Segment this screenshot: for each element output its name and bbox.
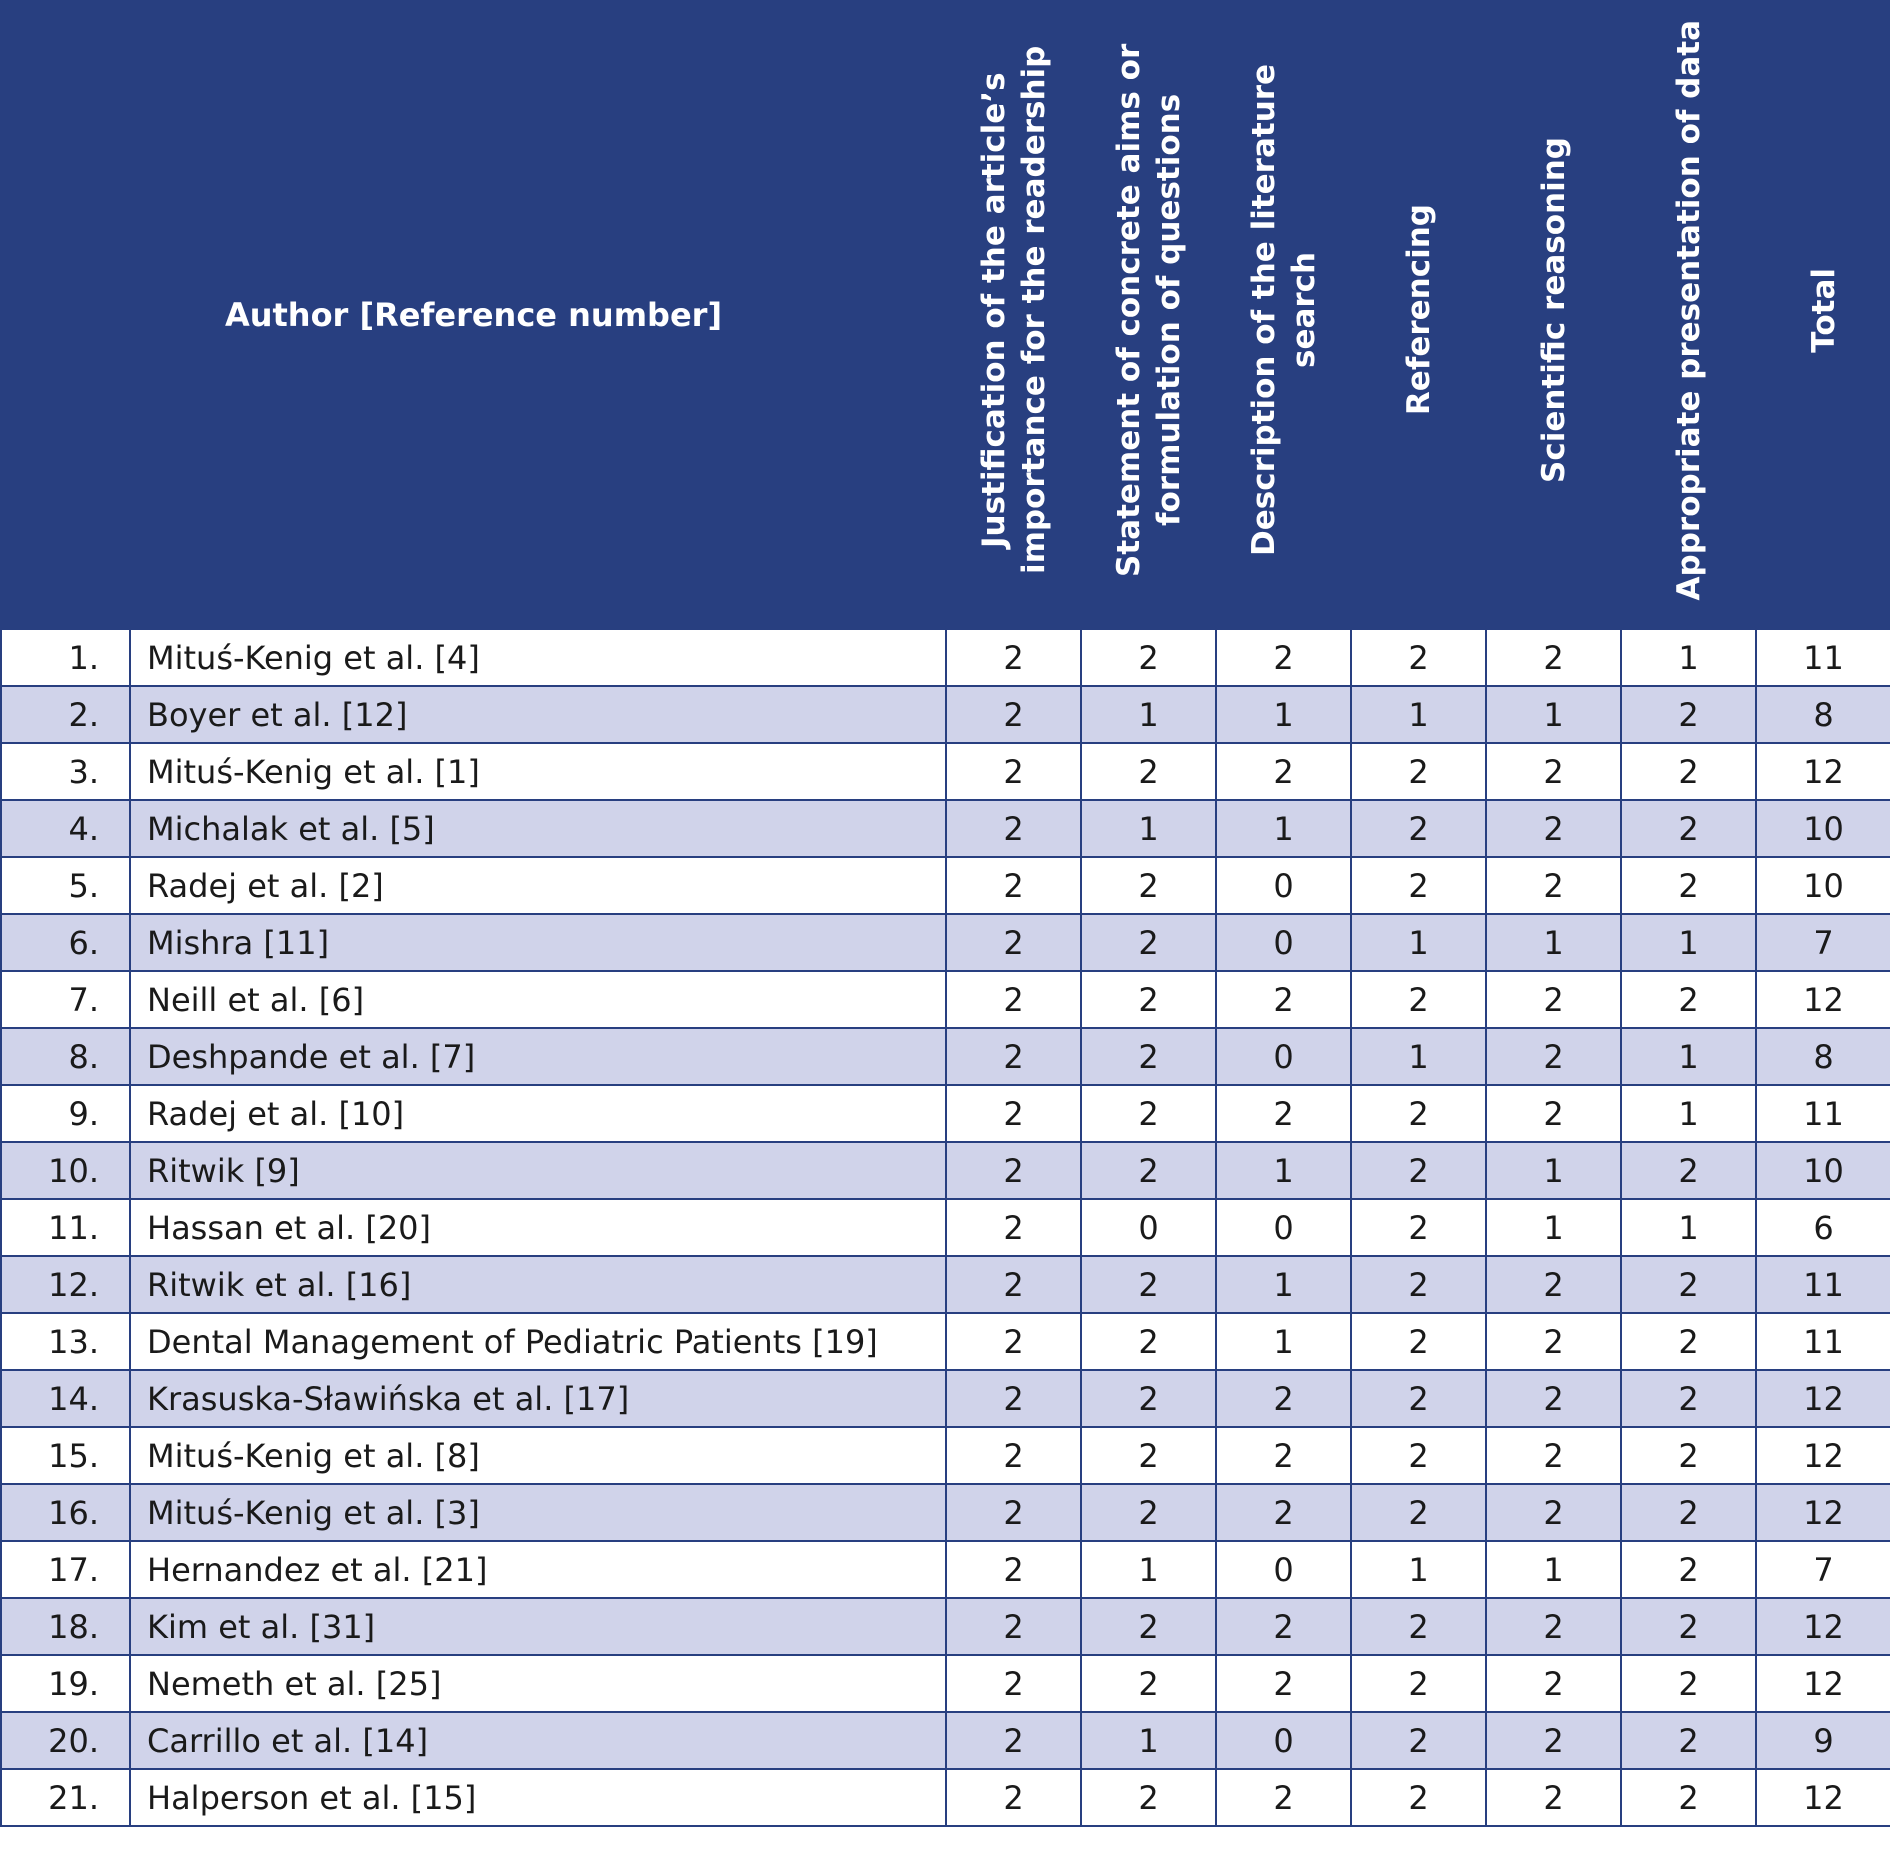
row-number: 21. bbox=[1, 1769, 130, 1826]
total-score-cell: 7 bbox=[1756, 914, 1890, 971]
score-cell: 2 bbox=[946, 914, 1081, 971]
score-cell: 2 bbox=[1486, 800, 1621, 857]
score-cell: 2 bbox=[946, 971, 1081, 1028]
score-cell: 2 bbox=[946, 1313, 1081, 1370]
total-score-cell: 11 bbox=[1756, 1313, 1890, 1370]
table-row bbox=[1, 743, 1890, 800]
total-column-header bbox=[1756, 1, 1890, 629]
score-cell: 2 bbox=[1621, 1655, 1756, 1712]
score-cell: 1 bbox=[1486, 1541, 1621, 1598]
score-cell: 0 bbox=[1216, 1199, 1351, 1256]
total-score-cell: 10 bbox=[1756, 1142, 1890, 1199]
score-cell: 2 bbox=[1351, 1769, 1486, 1826]
author-cell: Kim et al. [31] bbox=[130, 1598, 946, 1655]
score-cell: 2 bbox=[1216, 1655, 1351, 1712]
criterion-header-label: Justification of the article’s importance for the readership bbox=[975, 45, 1052, 575]
table-row bbox=[1, 1256, 1890, 1313]
score-cell: 1 bbox=[1081, 1541, 1216, 1598]
score-cell: 1 bbox=[1486, 1199, 1621, 1256]
author-cell: Ritwik et al. [16] bbox=[130, 1256, 946, 1313]
score-cell: 2 bbox=[946, 1370, 1081, 1427]
score-cell: 2 bbox=[1351, 1085, 1486, 1142]
score-cell: 2 bbox=[1486, 1484, 1621, 1541]
total-score-cell: 11 bbox=[1756, 1085, 1890, 1142]
row-number: 20. bbox=[1, 1712, 130, 1769]
criterion-header-aims bbox=[1081, 1, 1216, 629]
score-cell: 2 bbox=[1486, 1712, 1621, 1769]
row-number: 3. bbox=[1, 743, 130, 800]
score-cell: 2 bbox=[946, 1484, 1081, 1541]
score-cell: 2 bbox=[1351, 800, 1486, 857]
score-cell: 2 bbox=[1351, 1256, 1486, 1313]
score-cell: 2 bbox=[1216, 1085, 1351, 1142]
author-cell: Deshpande et al. [7] bbox=[130, 1028, 946, 1085]
score-cell: 2 bbox=[946, 1655, 1081, 1712]
table-row bbox=[1, 1313, 1890, 1370]
score-cell: 2 bbox=[1216, 971, 1351, 1028]
score-cell: 2 bbox=[1486, 1598, 1621, 1655]
score-cell: 2 bbox=[1351, 1712, 1486, 1769]
score-cell: 2 bbox=[1081, 971, 1216, 1028]
table-row bbox=[1, 1028, 1890, 1085]
author-cell: Michalak et al. [5] bbox=[130, 800, 946, 857]
score-cell: 1 bbox=[1621, 1028, 1756, 1085]
total-score-cell: 12 bbox=[1756, 1598, 1890, 1655]
score-cell: 1 bbox=[1081, 800, 1216, 857]
total-score-cell: 12 bbox=[1756, 971, 1890, 1028]
score-cell: 2 bbox=[946, 1256, 1081, 1313]
score-cell: 0 bbox=[1216, 1541, 1351, 1598]
score-cell: 2 bbox=[1486, 971, 1621, 1028]
score-cell: 2 bbox=[1621, 1541, 1756, 1598]
author-column-header: Author [Reference number] bbox=[1, 1, 946, 629]
criterion-header-label: Description of the literature search bbox=[1245, 63, 1322, 557]
row-number: 1. bbox=[1, 629, 130, 686]
criterion-header-literature-search bbox=[1216, 1, 1351, 629]
row-number: 18. bbox=[1, 1598, 130, 1655]
score-cell: 1 bbox=[1621, 1085, 1756, 1142]
total-score-cell: 12 bbox=[1756, 1370, 1890, 1427]
score-cell: 2 bbox=[1351, 1484, 1486, 1541]
table-row bbox=[1, 1541, 1890, 1598]
row-number: 12. bbox=[1, 1256, 130, 1313]
total-score-cell: 9 bbox=[1756, 1712, 1890, 1769]
author-cell: Boyer et al. [12] bbox=[130, 686, 946, 743]
score-cell: 2 bbox=[946, 1598, 1081, 1655]
score-cell: 2 bbox=[1351, 1313, 1486, 1370]
score-cell: 2 bbox=[1081, 914, 1216, 971]
author-cell: Dental Management of Pediatric Patients [19] bbox=[130, 1313, 946, 1370]
row-number: 14. bbox=[1, 1370, 130, 1427]
criterion-header-label: Statement of concrete aims or formulation of questions bbox=[1110, 43, 1187, 577]
score-cell: 2 bbox=[1216, 1598, 1351, 1655]
total-score-cell: 10 bbox=[1756, 800, 1890, 857]
score-cell: 2 bbox=[946, 1085, 1081, 1142]
score-cell: 2 bbox=[1351, 1370, 1486, 1427]
row-number: 11. bbox=[1, 1199, 130, 1256]
score-cell: 2 bbox=[1621, 1256, 1756, 1313]
score-cell: 2 bbox=[1621, 1598, 1756, 1655]
score-cell: 2 bbox=[946, 1199, 1081, 1256]
score-cell: 2 bbox=[1081, 1427, 1216, 1484]
total-score-cell: 11 bbox=[1756, 629, 1890, 686]
score-cell: 2 bbox=[1351, 743, 1486, 800]
author-cell: Mituś-Kenig et al. [1] bbox=[130, 743, 946, 800]
score-cell: 2 bbox=[1081, 1256, 1216, 1313]
score-cell: 2 bbox=[946, 1142, 1081, 1199]
score-cell: 2 bbox=[946, 686, 1081, 743]
score-cell: 2 bbox=[1486, 1028, 1621, 1085]
score-cell: 2 bbox=[1621, 1712, 1756, 1769]
score-cell: 1 bbox=[1351, 686, 1486, 743]
table-row bbox=[1, 1199, 1890, 1256]
score-cell: 2 bbox=[1081, 1313, 1216, 1370]
score-cell: 2 bbox=[1081, 1028, 1216, 1085]
table-row bbox=[1, 1427, 1890, 1484]
score-cell: 2 bbox=[1486, 1085, 1621, 1142]
score-cell: 2 bbox=[1486, 629, 1621, 686]
criterion-header-label: Appropriate presentation of data bbox=[1670, 19, 1707, 601]
score-cell: 2 bbox=[1486, 857, 1621, 914]
score-cell: 2 bbox=[1351, 857, 1486, 914]
row-number: 16. bbox=[1, 1484, 130, 1541]
table-row bbox=[1, 1712, 1890, 1769]
score-cell: 2 bbox=[1486, 1370, 1621, 1427]
score-cell: 2 bbox=[1351, 1598, 1486, 1655]
score-cell: 2 bbox=[1486, 1427, 1621, 1484]
row-number: 15. bbox=[1, 1427, 130, 1484]
score-cell: 2 bbox=[1621, 800, 1756, 857]
score-cell: 2 bbox=[1081, 1769, 1216, 1826]
score-cell: 2 bbox=[1216, 1370, 1351, 1427]
score-cell: 2 bbox=[1486, 743, 1621, 800]
total-score-cell: 11 bbox=[1756, 1256, 1890, 1313]
score-cell: 2 bbox=[946, 1712, 1081, 1769]
row-number: 2. bbox=[1, 686, 130, 743]
score-cell: 2 bbox=[1216, 1427, 1351, 1484]
score-cell: 2 bbox=[1351, 1142, 1486, 1199]
score-cell: 1 bbox=[1081, 686, 1216, 743]
score-cell: 2 bbox=[1351, 1655, 1486, 1712]
score-cell: 2 bbox=[1216, 743, 1351, 800]
author-cell: Carrillo et al. [14] bbox=[130, 1712, 946, 1769]
score-cell: 2 bbox=[1486, 1769, 1621, 1826]
row-number: 10. bbox=[1, 1142, 130, 1199]
author-cell: Hassan et al. [20] bbox=[130, 1199, 946, 1256]
author-cell: Mituś-Kenig et al. [4] bbox=[130, 629, 946, 686]
score-cell: 2 bbox=[1621, 686, 1756, 743]
score-cell: 1 bbox=[1216, 1256, 1351, 1313]
table-row bbox=[1, 857, 1890, 914]
table-row bbox=[1, 1370, 1890, 1427]
score-cell: 1 bbox=[1351, 1541, 1486, 1598]
score-cell: 2 bbox=[1351, 971, 1486, 1028]
score-cell: 2 bbox=[1351, 1427, 1486, 1484]
score-cell: 2 bbox=[1351, 1199, 1486, 1256]
table-row bbox=[1, 1085, 1890, 1142]
author-cell: Mishra [11] bbox=[130, 914, 946, 971]
row-number: 5. bbox=[1, 857, 130, 914]
total-score-cell: 12 bbox=[1756, 1655, 1890, 1712]
total-score-cell: 8 bbox=[1756, 686, 1890, 743]
score-cell: 0 bbox=[1216, 1028, 1351, 1085]
total-score-cell: 6 bbox=[1756, 1199, 1890, 1256]
score-cell: 1 bbox=[1486, 686, 1621, 743]
score-cell: 1 bbox=[1621, 1199, 1756, 1256]
criterion-header-referencing bbox=[1351, 1, 1486, 629]
total-score-cell: 7 bbox=[1756, 1541, 1890, 1598]
score-cell: 2 bbox=[1486, 1655, 1621, 1712]
score-cell: 1 bbox=[1216, 1142, 1351, 1199]
score-cell: 1 bbox=[1486, 1142, 1621, 1199]
score-cell: 2 bbox=[1081, 1142, 1216, 1199]
row-number: 9. bbox=[1, 1085, 130, 1142]
row-number: 8. bbox=[1, 1028, 130, 1085]
score-cell: 1 bbox=[1621, 914, 1756, 971]
score-cell: 2 bbox=[1621, 1313, 1756, 1370]
table-row bbox=[1, 686, 1890, 743]
table-body bbox=[1, 629, 1890, 1826]
score-cell: 2 bbox=[1216, 1769, 1351, 1826]
author-cell: Ritwik [9] bbox=[130, 1142, 946, 1199]
author-cell: Radej et al. [2] bbox=[130, 857, 946, 914]
score-cell: 2 bbox=[1351, 629, 1486, 686]
score-cell: 0 bbox=[1216, 914, 1351, 971]
row-number: 17. bbox=[1, 1541, 130, 1598]
score-cell: 2 bbox=[1621, 1769, 1756, 1826]
score-cell: 1 bbox=[1351, 914, 1486, 971]
row-number: 19. bbox=[1, 1655, 130, 1712]
score-cell: 2 bbox=[1621, 971, 1756, 1028]
author-cell: Radej et al. [10] bbox=[130, 1085, 946, 1142]
row-number: 13. bbox=[1, 1313, 130, 1370]
score-cell: 2 bbox=[1216, 629, 1351, 686]
total-score-cell: 12 bbox=[1756, 1769, 1890, 1826]
author-cell: Halperson et al. [15] bbox=[130, 1769, 946, 1826]
score-cell: 2 bbox=[1081, 1484, 1216, 1541]
score-cell: 0 bbox=[1081, 1199, 1216, 1256]
table-row bbox=[1, 1142, 1890, 1199]
criterion-header-label: Referencing bbox=[1400, 204, 1437, 416]
author-cell: Nemeth et al. [25] bbox=[130, 1655, 946, 1712]
score-cell: 2 bbox=[1621, 743, 1756, 800]
score-cell: 2 bbox=[1081, 629, 1216, 686]
header-row bbox=[1, 1, 1890, 629]
table-row bbox=[1, 629, 1890, 686]
score-cell: 2 bbox=[946, 800, 1081, 857]
score-cell: 2 bbox=[1621, 1427, 1756, 1484]
score-cell: 2 bbox=[1081, 1370, 1216, 1427]
score-cell: 2 bbox=[946, 1028, 1081, 1085]
score-cell: 2 bbox=[946, 743, 1081, 800]
score-cell: 2 bbox=[1621, 1142, 1756, 1199]
score-cell: 2 bbox=[1081, 1655, 1216, 1712]
score-cell: 1 bbox=[1081, 1712, 1216, 1769]
score-cell: 2 bbox=[1621, 1484, 1756, 1541]
score-cell: 2 bbox=[946, 1769, 1081, 1826]
total-score-cell: 10 bbox=[1756, 857, 1890, 914]
score-cell: 2 bbox=[1081, 743, 1216, 800]
row-number: 4. bbox=[1, 800, 130, 857]
criterion-header-justification bbox=[946, 1, 1081, 629]
table-row bbox=[1, 800, 1890, 857]
score-cell: 0 bbox=[1216, 857, 1351, 914]
author-cell: Mituś-Kenig et al. [3] bbox=[130, 1484, 946, 1541]
row-number: 6. bbox=[1, 914, 130, 971]
author-cell: Mituś-Kenig et al. [8] bbox=[130, 1427, 946, 1484]
score-cell: 2 bbox=[1081, 1598, 1216, 1655]
score-cell: 1 bbox=[1621, 629, 1756, 686]
table-row bbox=[1, 1655, 1890, 1712]
author-cell: Neill et al. [6] bbox=[130, 971, 946, 1028]
criterion-header-label: Scientific reasoning bbox=[1535, 137, 1572, 483]
score-cell: 1 bbox=[1216, 800, 1351, 857]
score-cell: 1 bbox=[1216, 1313, 1351, 1370]
score-cell: 2 bbox=[946, 857, 1081, 914]
score-cell: 1 bbox=[1216, 686, 1351, 743]
total-score-cell: 8 bbox=[1756, 1028, 1890, 1085]
total-score-cell: 12 bbox=[1756, 743, 1890, 800]
row-number: 7. bbox=[1, 971, 130, 1028]
criterion-header-label: Total bbox=[1805, 267, 1842, 353]
criterion-header-data-presentation bbox=[1621, 1, 1756, 629]
score-cell: 1 bbox=[1486, 914, 1621, 971]
score-cell: 2 bbox=[946, 629, 1081, 686]
table-row bbox=[1, 1598, 1890, 1655]
total-score-cell: 12 bbox=[1756, 1484, 1890, 1541]
score-cell: 2 bbox=[946, 1427, 1081, 1484]
author-cell: Hernandez et al. [21] bbox=[130, 1541, 946, 1598]
table-row bbox=[1, 914, 1890, 971]
table-row bbox=[1, 971, 1890, 1028]
score-cell: 1 bbox=[1351, 1028, 1486, 1085]
score-cell: 2 bbox=[1216, 1484, 1351, 1541]
table-row bbox=[1, 1484, 1890, 1541]
score-cell: 2 bbox=[1486, 1313, 1621, 1370]
score-cell: 2 bbox=[1081, 857, 1216, 914]
score-cell: 2 bbox=[1621, 1370, 1756, 1427]
criterion-header-scientific-reasoning bbox=[1486, 1, 1621, 629]
score-cell: 2 bbox=[1486, 1256, 1621, 1313]
score-cell: 0 bbox=[1216, 1712, 1351, 1769]
score-cell: 2 bbox=[1081, 1085, 1216, 1142]
score-cell: 2 bbox=[1621, 857, 1756, 914]
author-cell: Krasuska-Sławińska et al. [17] bbox=[130, 1370, 946, 1427]
table-row bbox=[1, 1769, 1890, 1826]
score-cell: 2 bbox=[946, 1541, 1081, 1598]
total-score-cell: 12 bbox=[1756, 1427, 1890, 1484]
